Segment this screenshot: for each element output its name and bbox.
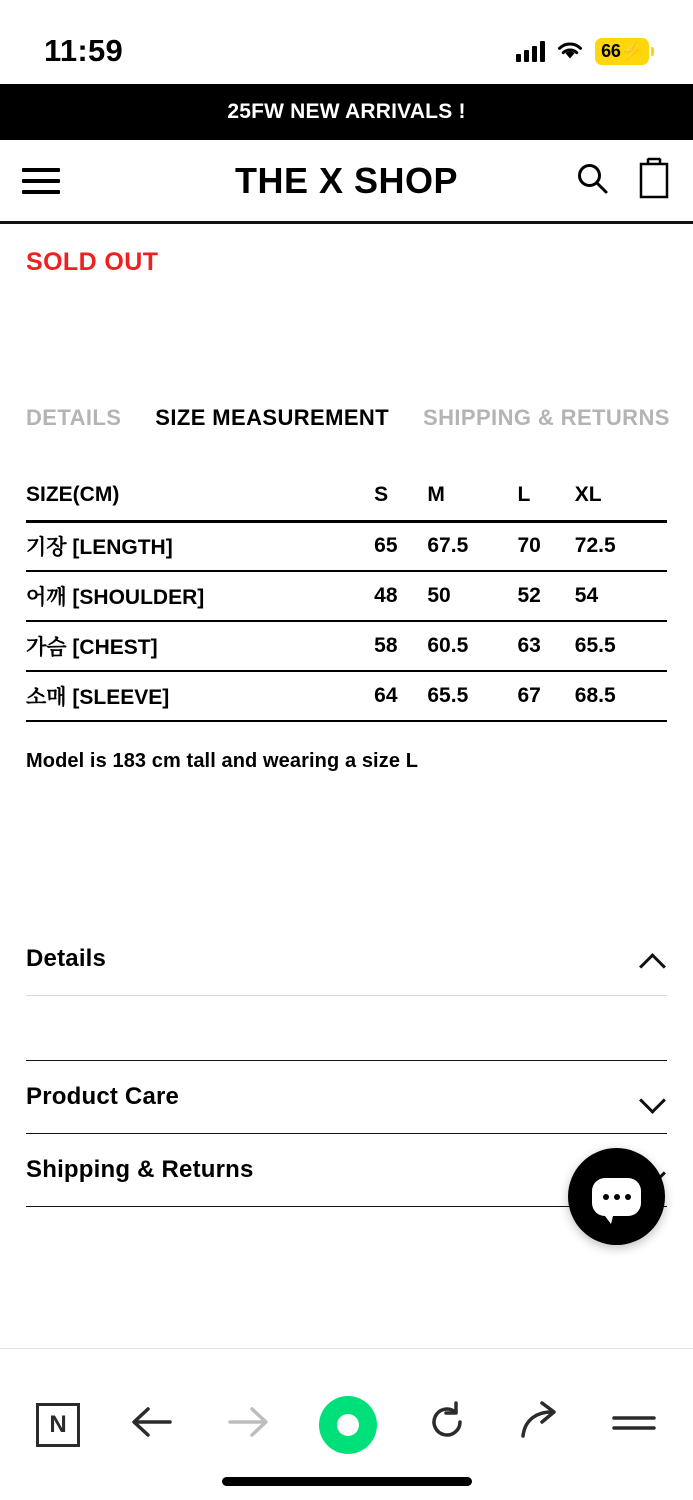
record-button[interactable] bbox=[319, 1396, 377, 1454]
home-indicator bbox=[222, 1477, 472, 1486]
column-header-size: SIZE(CM) bbox=[26, 471, 374, 521]
cell-m: 60.5 bbox=[427, 621, 517, 671]
accordion-details-body bbox=[0, 996, 693, 1060]
row-label: 기장 [LENGTH] bbox=[26, 521, 374, 571]
cell-m: 65.5 bbox=[427, 671, 517, 721]
status-bar bbox=[0, 0, 693, 84]
cellular-signal-icon bbox=[516, 40, 545, 62]
column-header-m: M bbox=[427, 471, 517, 521]
table-header-row bbox=[26, 471, 667, 521]
hamburger-menu-icon[interactable] bbox=[22, 168, 60, 194]
arrow-right-icon bbox=[224, 1402, 272, 1447]
reload-button[interactable] bbox=[425, 1400, 469, 1449]
chat-button[interactable] bbox=[568, 1148, 665, 1245]
column-header-l: L bbox=[517, 471, 574, 521]
table-row bbox=[26, 521, 667, 571]
row-label: 소매 [SLEEVE] bbox=[26, 671, 374, 721]
site-header bbox=[0, 140, 693, 224]
share-button[interactable] bbox=[517, 1400, 563, 1449]
cell-s: 58 bbox=[374, 621, 427, 671]
announcement-text: 25FW NEW ARRIVALS ! bbox=[227, 100, 466, 123]
reload-icon bbox=[425, 1400, 469, 1449]
accordion-product-care[interactable] bbox=[26, 1061, 667, 1133]
cell-m: 67.5 bbox=[427, 521, 517, 571]
announcement-bar[interactable] bbox=[0, 84, 693, 140]
tab-details[interactable]: DETAILS bbox=[26, 405, 122, 430]
shopping-bag-icon[interactable] bbox=[637, 157, 671, 204]
accordion-title: Product Care bbox=[26, 1083, 180, 1110]
product-info-tabs bbox=[0, 277, 693, 431]
status-time: 11:59 bbox=[44, 33, 124, 68]
column-header-xl: XL bbox=[575, 471, 667, 521]
back-button[interactable] bbox=[128, 1402, 176, 1447]
cell-s: 65 bbox=[374, 521, 427, 571]
tab-size-measurement[interactable]: SIZE MEASUREMENT bbox=[155, 405, 390, 430]
forward-button[interactable] bbox=[224, 1402, 272, 1447]
row-label: 가슴 [CHEST] bbox=[26, 621, 374, 671]
cell-m: 50 bbox=[427, 571, 517, 621]
status-badge: SOLD OUT bbox=[26, 248, 159, 276]
menu-lines-icon bbox=[611, 1408, 657, 1441]
battery-charging-icon: 66 ⚡ bbox=[595, 38, 649, 65]
tab-shipping-returns[interactable]: SHIPPING & RETURNS bbox=[423, 405, 670, 430]
accordion-title: Shipping & Returns bbox=[26, 1156, 254, 1183]
table-row bbox=[26, 571, 667, 621]
cell-xl: 68.5 bbox=[575, 671, 667, 721]
cell-xl: 65.5 bbox=[575, 621, 667, 671]
battery-percent: 66 bbox=[601, 40, 621, 61]
row-label: 어깨 [SHOULDER] bbox=[26, 571, 374, 621]
status-indicators bbox=[516, 38, 649, 65]
chat-bubble-icon bbox=[592, 1178, 641, 1216]
arrow-left-icon bbox=[128, 1402, 176, 1447]
accordion-details[interactable] bbox=[26, 923, 667, 995]
cell-xl: 72.5 bbox=[575, 521, 667, 571]
cell-l: 67 bbox=[517, 671, 574, 721]
column-header-s: S bbox=[374, 471, 427, 521]
model-size-note: Model is 183 cm tall and wearing a size L bbox=[26, 750, 419, 772]
cell-s: 64 bbox=[374, 671, 427, 721]
chevron-up-icon bbox=[641, 951, 667, 967]
cell-s: 48 bbox=[374, 571, 427, 621]
cell-l: 70 bbox=[517, 521, 574, 571]
search-icon[interactable] bbox=[575, 161, 609, 200]
naver-home-button[interactable] bbox=[36, 1403, 80, 1447]
naver-icon: N bbox=[36, 1403, 80, 1447]
header-actions bbox=[575, 157, 671, 204]
wifi-icon bbox=[556, 40, 584, 62]
table-row bbox=[26, 621, 667, 671]
accordion-title: Details bbox=[26, 945, 107, 972]
cell-l: 63 bbox=[517, 621, 574, 671]
cell-xl: 54 bbox=[575, 571, 667, 621]
tabs-button[interactable] bbox=[611, 1408, 657, 1441]
record-circle-icon bbox=[319, 1396, 377, 1454]
cell-l: 52 bbox=[517, 571, 574, 621]
chevron-down-icon bbox=[641, 1089, 667, 1105]
size-measurement-table bbox=[26, 471, 667, 722]
table-row bbox=[26, 671, 667, 721]
share-arrow-icon bbox=[517, 1400, 563, 1449]
page-title: THE X SHOP bbox=[234, 159, 459, 201]
